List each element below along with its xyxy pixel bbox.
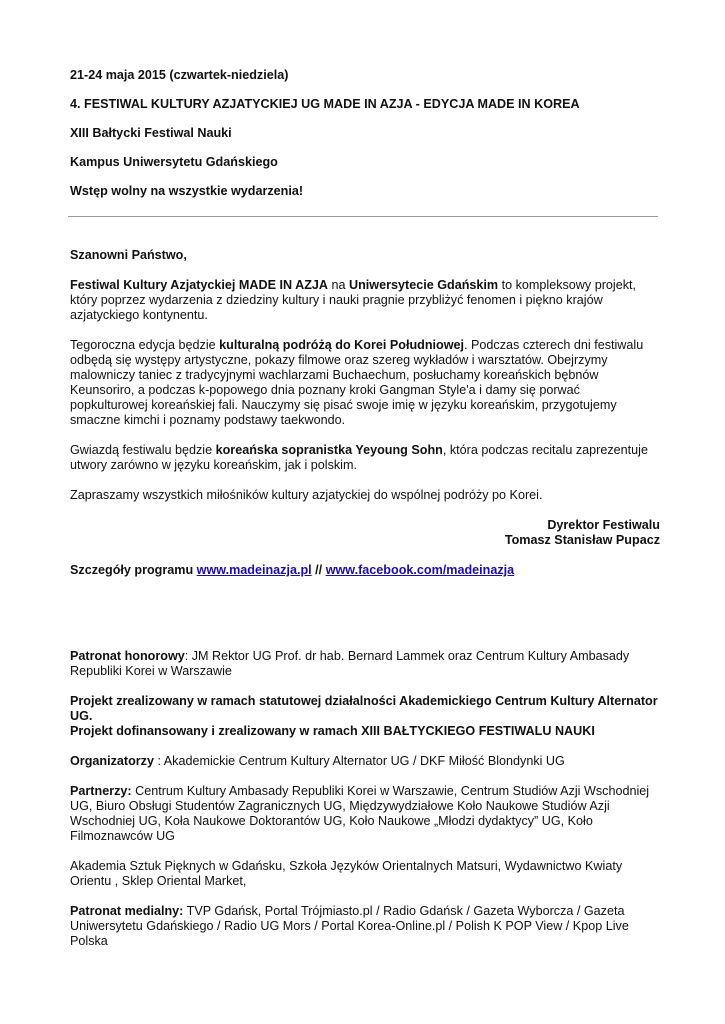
paragraph-intro: Festiwal Kultury Azjatyckiej MADE IN AZJA na Uniwersytecie Gdańskim to kompleksowy projekt, który poprzez wydarzenia z dziedziny kultury i nauki pragnie przybliżyć fenomen i piękno krajów azjatyckiego kontynentu. bbox=[70, 278, 636, 322]
paragraph-korea: Tegoroczna edycja będzie kulturalną podróżą do Korei Południowej. Podczas czterech dni festiwalu odbędą się występy artystyczne, pokazy filmowe oraz szereg wykładów i warsztatów. Obejrzymy malowniczy taniec z tradycyjnymi wachlarzami Buchaechum, posłuchamy koreańskich bębnów Keunsoriro, a podczas k-popowego dnia poznany kroki Gangman Style'a i damy się porwać popkulturowej koreańskiej fali. Nauczymy się pisać swoje imię w języku koreańskim, przygotujemy smaczne kimchi i poznamy podstawy taekwondo. bbox=[70, 338, 644, 427]
honorary-patronage: Patronat honorowy: JM Rektor UG Prof. dr hab. Bernard Lammek oraz Centrum Kultury Ambasady Republiki Korei w Warszawie bbox=[70, 649, 630, 678]
website-link[interactable]: www.madeinazja.pl bbox=[196, 563, 312, 577]
paragraph-invite: Zapraszamy wszystkich miłośników kultury azjatyckiej do wspólnej podróży po Korei. bbox=[70, 488, 543, 502]
partners-more: Akademia Sztuk Pięknych w Gdańsku, Szkoła Języków Orientalnych Matsuri, Wydawnictwo Kwiaty Orientu , Sklep Oriental Market, bbox=[70, 859, 623, 888]
project-info: Projekt zrealizowany w ramach statutowej działalności Akademickiego Centrum Kultury Alternator UG. Projekt dofinansowany i zrealizowany w ramach XIII BAŁTYCKIEGO FESTIWALU NAUKI bbox=[70, 694, 658, 738]
facebook-link[interactable]: www.facebook.com/madeinazja bbox=[325, 563, 515, 577]
event-date: 21-24 maja 2015 (czwartek-niedziela) bbox=[70, 68, 289, 82]
free-entry-note: Wstęp wolny na wszystkie wydarzenia! bbox=[70, 184, 304, 198]
signature-name: Tomasz Stanisław Pupacz bbox=[504, 533, 660, 547]
festival-title: 4. FESTIWAL KULTURY AZJATYCKIEJ UG MADE IN AZJA - EDYCJA MADE IN KOREA bbox=[70, 97, 580, 111]
document-body bbox=[70, 248, 660, 964]
header-divider bbox=[68, 216, 658, 217]
media-patronage: Patronat medialny: TVP Gdańsk, Portal Trójmiasto.pl / Radio Gdańsk / Gazeta Wyborcza / Gazeta Uniwersytetu Gdańskiego / Radio UG Mors / Portal Korea-Online.pl / Polish K POP View / Kpop Live Polska bbox=[70, 904, 629, 948]
document-header bbox=[70, 68, 660, 199]
greeting: Szanowni Państwo, bbox=[70, 248, 187, 262]
paragraph-star: Gwiazdą festiwalu będzie koreańska sopranistka Yeyoung Sohn, która podczas recitalu zaprezentuje utwory zarówno w języku koreańskim, jak i polskim. bbox=[70, 443, 648, 472]
signature-role: Dyrektor Festiwalu bbox=[547, 518, 660, 532]
organizers: Organizatorzy : Akademickie Centrum Kultury Alternator UG / DKF Miłość Blondynki UG bbox=[70, 754, 565, 768]
partners: Partnerzy: Centrum Kultury Ambasady Republiki Korei w Warszawie, Centrum Studiów Azji Wschodniej UG, Biuro Obsługi Studentów Zagranicznych UG, Międzywydziałowe Koło Naukowe Studiów Azji Wschodniej UG, Koła Naukowe Doktorantów UG, Koło Naukowe „Młodzi dydaktycy” UG, Koło Filmoznawców UG bbox=[70, 784, 650, 843]
event-venue: Kampus Uniwersytetu Gdańskiego bbox=[70, 155, 278, 169]
event-name: XIII Bałtycki Festiwal Nauki bbox=[70, 126, 232, 140]
program-line: Szczegóły programu www.madeinazja.pl // www.facebook.com/madeinazja bbox=[70, 563, 515, 577]
